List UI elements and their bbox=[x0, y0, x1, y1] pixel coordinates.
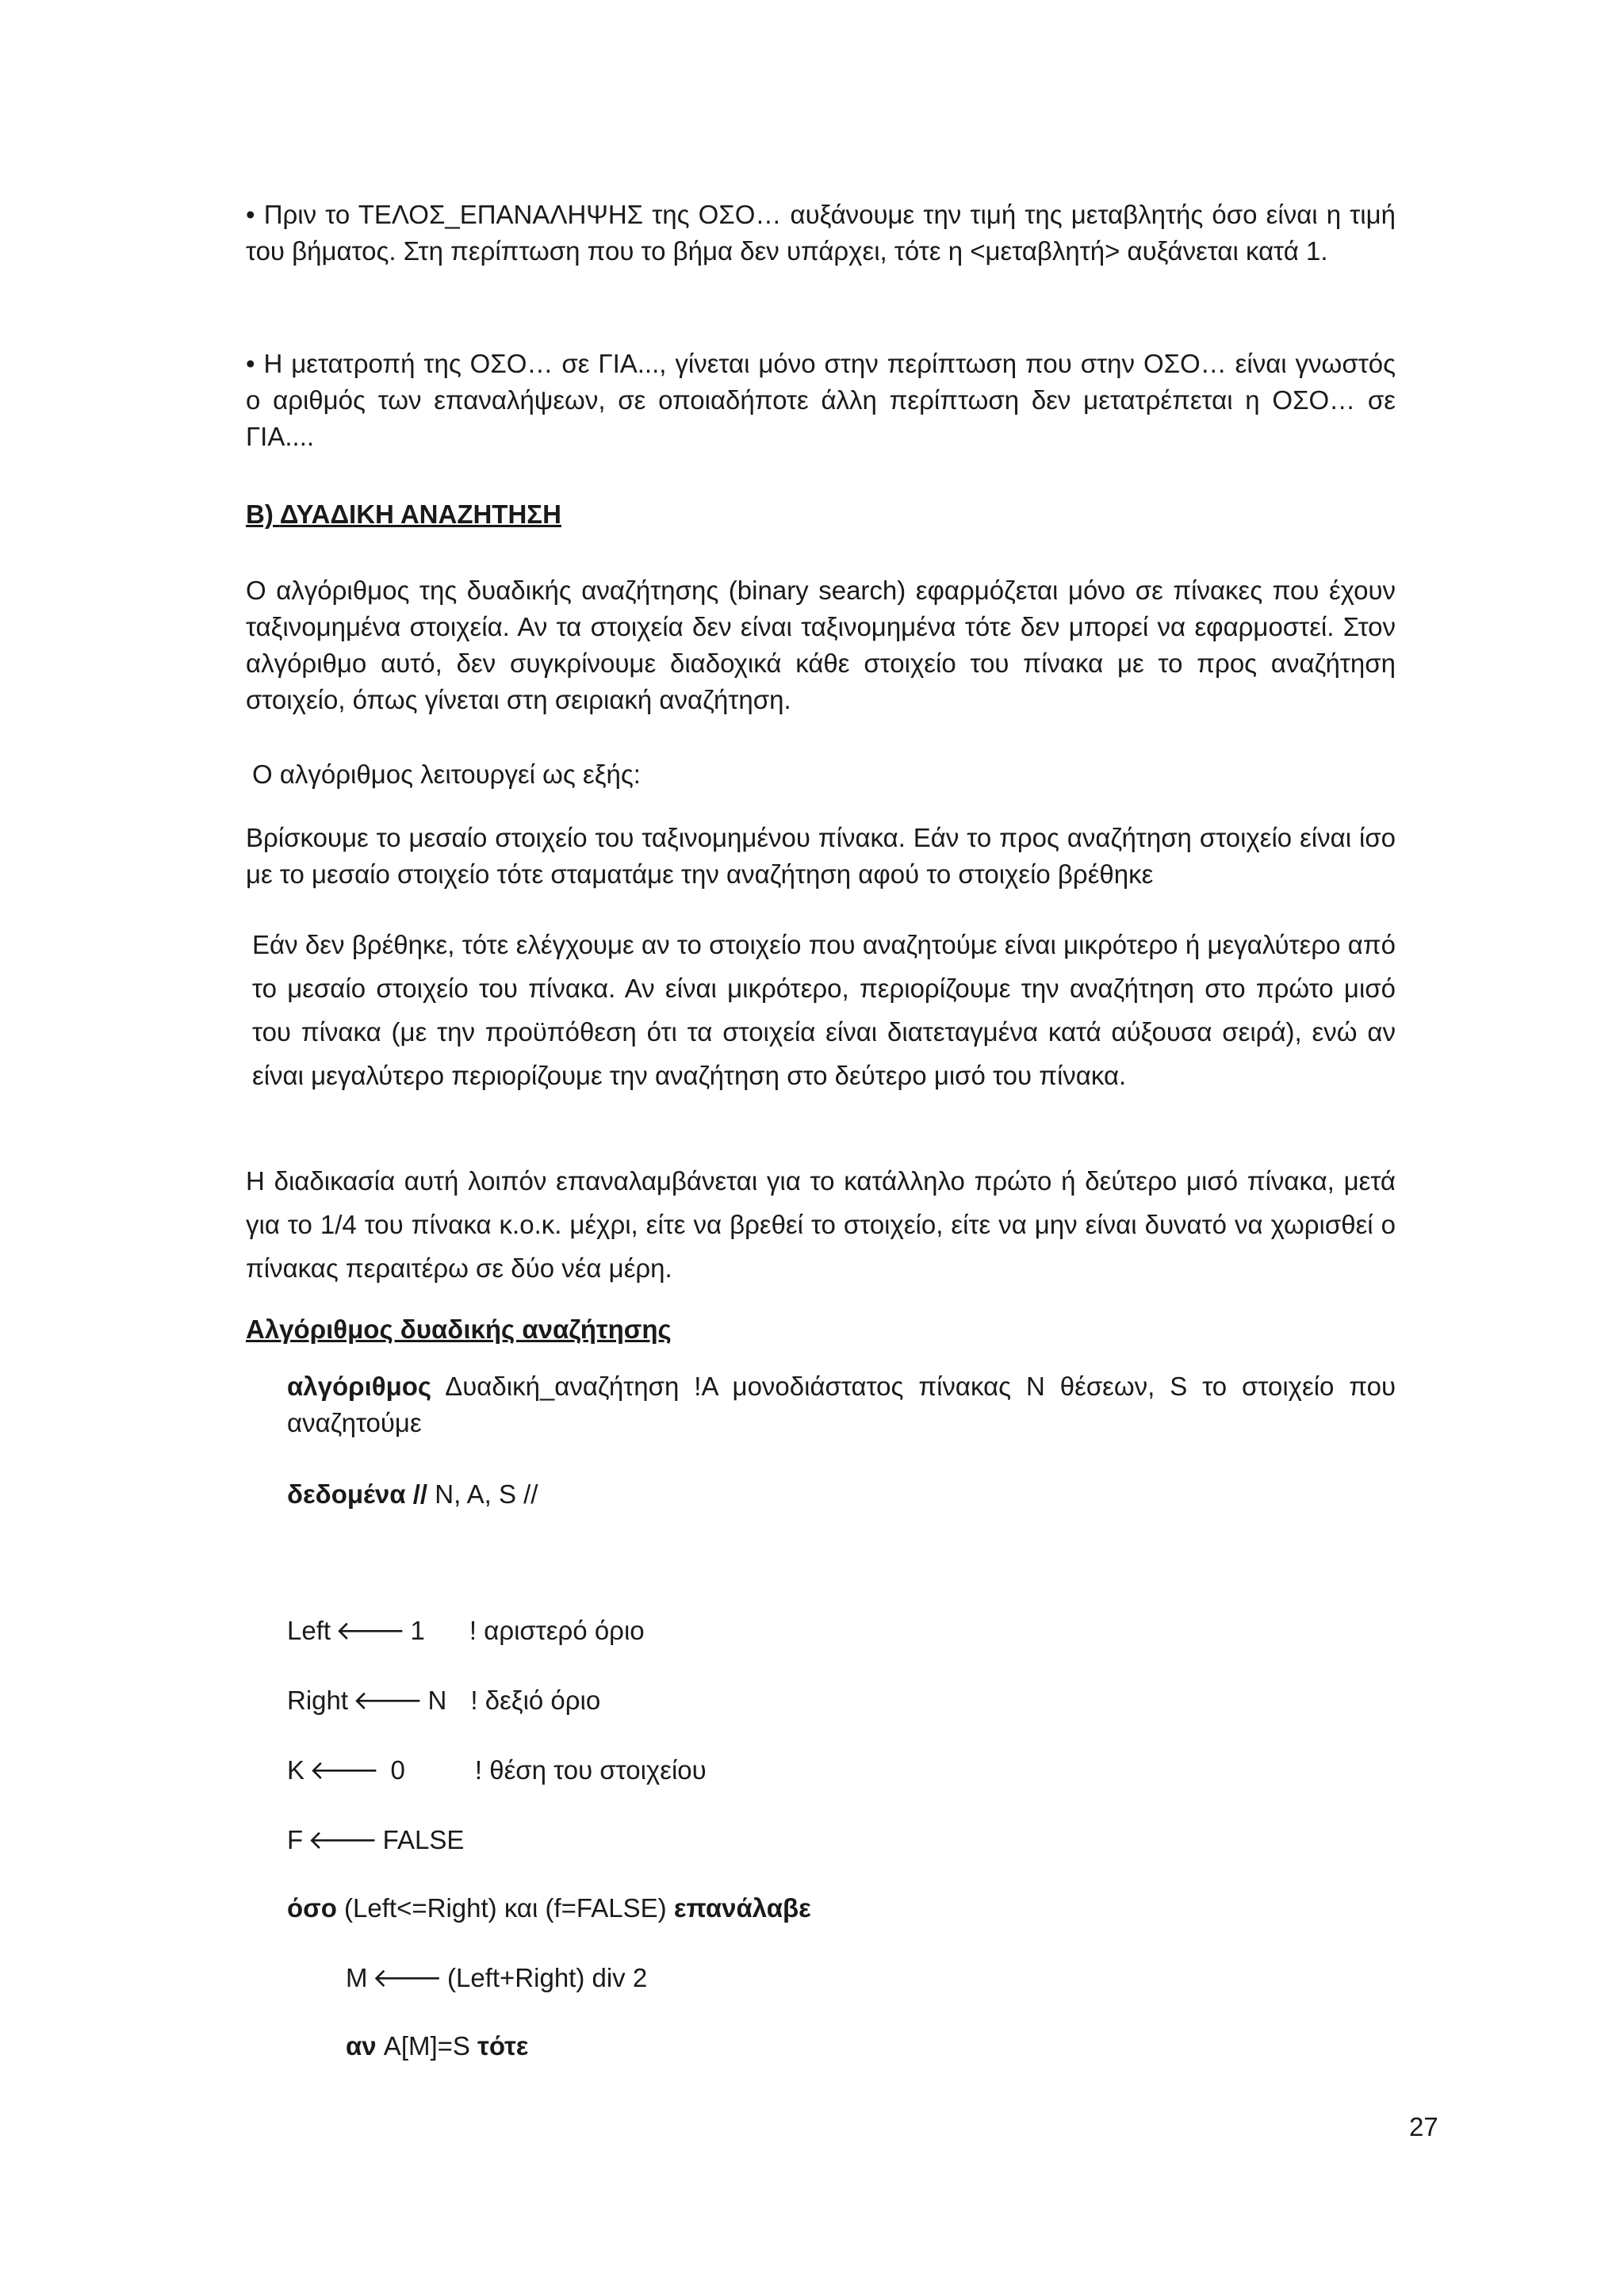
data-params: N, A, S // bbox=[427, 1479, 538, 1509]
paragraph-bullet-step: • Πριν το ΤΕΛΟΣ_ΕΠΑΝΑΛΗΨΗΣ της ΟΣΟ… αυξάνουμε την τιμή της μεταβλητής όσο είναι η τιμή του βήματος. Στη περίπτωση που το βήμα δεν υπάρχει, τότε η <μεταβλητή> αυξάνεται κατά 1. bbox=[246, 200, 1396, 266]
code-data-line bbox=[287, 1476, 538, 1513]
paragraph-how-it-works: Ο αλγόριθμος λειτουργεί ως εξής: bbox=[252, 760, 641, 789]
section-heading-title: ΔΥΑΔΙΚΗ ΑΝΑΖΗΤΗΣΗ bbox=[279, 499, 561, 529]
paragraph-intro: Ο αλγόριθμος της δυαδικής αναζήτησης (binary search) εφαρμόζεται μόνο σε πίνακες που έχουν ταξινομημένα στοιχεία. Αν τα στοιχεία δεν είναι ταξινομημένα τότε δεν μπορεί να εφαρμοστεί. Στον αλγόριθμο αυτό, δεν συγκρίνουμε διαδοχικά κάθε στοιχείο του πίνακα με το προς αναζήτηση στοιχείο, όπως γίνεται στη σειριακή αναζήτηση. bbox=[246, 576, 1396, 714]
paragraph-bullet-conversion: • Η μετατροπή της ΟΣΟ… σε ΓΙΑ..., γίνεται μόνο στην περίπτωση που στην ΟΣΟ… είναι γνωστός ο αριθμός των επαναλήψεων, σε οποιαδήποτε άλλη περίπτωση δεν μετατρέπεται η ΟΣΟ… σε ΓΙΑ.... bbox=[246, 349, 1396, 451]
assign-arrow-icon: 🡐 bbox=[335, 1616, 406, 1645]
comment-right: ! δεξιό όριο bbox=[470, 1686, 601, 1715]
paragraph-repeat: Η διαδικασία αυτή λοιπόν επαναλαμβάνεται για το κατάλληλο πρώτο ή δεύτερο μισό πίνακα, μετά για το 1/4 του πίνακα κ.ο.κ. μέχρι, είτε να βρεθεί το στοιχείο, είτε να μην είναι δυνατό να χωρισθεί ο πίνακας περαιτέρω σε δύο νέα μέρη. bbox=[246, 1166, 1396, 1283]
var-f: F bbox=[287, 1825, 304, 1854]
code-m-assign bbox=[346, 1960, 647, 1996]
code-algorithm-line bbox=[287, 1368, 1396, 1441]
keyword-if: αν bbox=[346, 2031, 377, 2061]
code-right-assign bbox=[287, 1682, 600, 1719]
var-k: K bbox=[287, 1755, 305, 1785]
var-m: M bbox=[346, 1963, 368, 1992]
comment-k: ! θέση του στοιχείου bbox=[474, 1755, 707, 1785]
keyword-then: τότε bbox=[477, 2031, 529, 2061]
page-number: 27 bbox=[1409, 2112, 1438, 2141]
var-right: Right bbox=[287, 1686, 349, 1715]
while-condition: (Left<=Right) και (f=FALSE) bbox=[336, 1893, 674, 1923]
keyword-algorithm: αλγόριθμος bbox=[287, 1372, 432, 1401]
code-if-line bbox=[346, 2028, 528, 2064]
var-left: Left bbox=[287, 1616, 331, 1645]
keyword-data: δεδομένα // bbox=[287, 1479, 428, 1509]
algorithm-heading: Αλγόριθμος δυαδικής αναζήτησης bbox=[246, 1314, 672, 1344]
section-heading-prefix: Β) bbox=[246, 499, 280, 529]
value-m: (Left+Right) div 2 bbox=[447, 1963, 648, 1992]
algorithm-name: Δυαδική_αναζήτηση !Α μονοδιάστατος πίνακας Ν θέσεων, S το στοιχείο που αναζητούμε bbox=[287, 1372, 1396, 1437]
assign-arrow-icon: 🡐 bbox=[309, 1755, 380, 1785]
keyword-while: όσο bbox=[287, 1893, 337, 1923]
section-heading bbox=[246, 496, 561, 533]
keyword-repeat: επανάλαβε bbox=[673, 1893, 811, 1923]
code-k-assign bbox=[287, 1752, 707, 1789]
assign-arrow-icon: 🡐 bbox=[308, 1825, 378, 1854]
paragraph-middle-element: Βρίσκουμε το μεσαίο στοιχείο του ταξινομημένου πίνακα. Εάν το προς αναζήτηση στοιχείο είναι ίσο με το μεσαίο στοιχείο τότε σταματάμε την αναζήτηση αφού το στοιχείο βρέθηκε bbox=[246, 823, 1396, 889]
paragraph-not-found: Εάν δεν βρέθηκε, τότε ελέγχουμε αν το στοιχείο που αναζητούμε είναι μικρότερο ή μεγαλύτερο από το μεσαίο στοιχείο του πίνακα. Αν είναι μικρότερο, περιορίζουμε την αναζήτηση στο πρώτο μισό του πίνακα (με την προϋπόθεση ότι τα στοιχεία είναι διατεταγμένα κατά αύξουσα σειρά), ενώ αν είναι μεγαλύτερο περιορίζουμε την αναζήτηση στο δεύτερο μισό του πίνακα. bbox=[252, 930, 1396, 1090]
code-f-assign bbox=[287, 1822, 464, 1858]
comment-left: ! αριστερό όριο bbox=[469, 1616, 645, 1645]
assign-arrow-icon: 🡐 bbox=[372, 1963, 442, 1992]
value-right: N bbox=[427, 1686, 447, 1715]
value-k: 0 bbox=[390, 1755, 405, 1785]
value-left: 1 bbox=[410, 1616, 425, 1645]
if-condition: A[M]=S bbox=[376, 2031, 478, 2061]
code-left-assign bbox=[287, 1613, 645, 1649]
assign-arrow-icon: 🡐 bbox=[353, 1686, 423, 1715]
code-while-line bbox=[287, 1890, 811, 1927]
value-f: FALSE bbox=[382, 1825, 465, 1854]
